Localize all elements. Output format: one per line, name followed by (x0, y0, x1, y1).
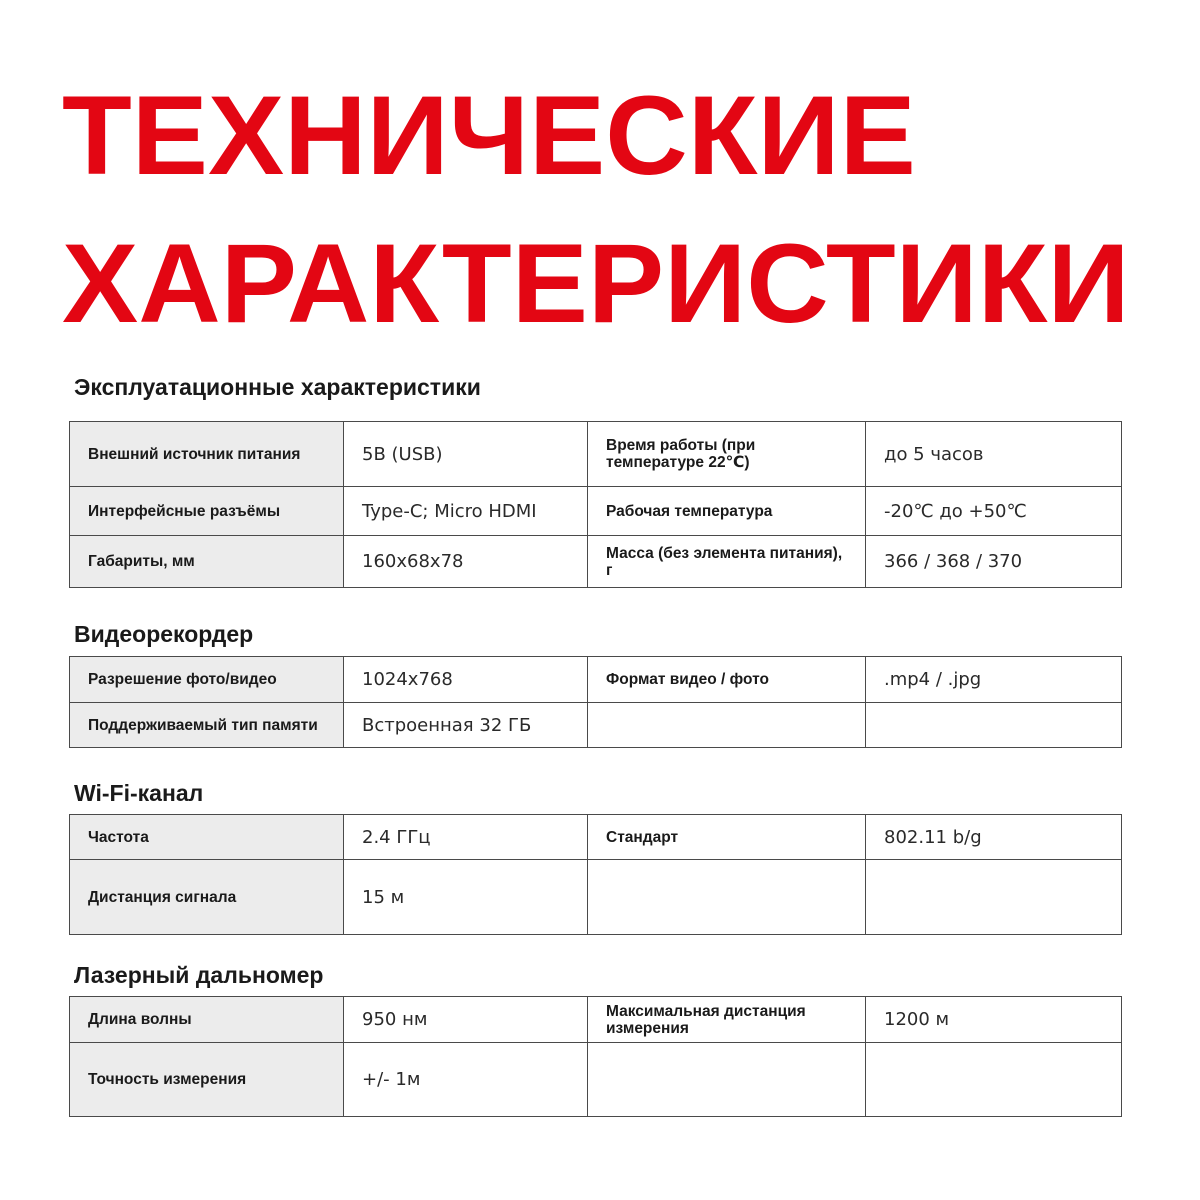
spec-label: Длина волны (70, 997, 344, 1043)
section-heading-wifi: Wi-Fi-канал (74, 780, 204, 806)
spec-label-empty (588, 703, 866, 748)
table-row (70, 536, 1122, 588)
spec-label: Формат видео / фото (588, 657, 866, 703)
spec-table-video-recorder (69, 656, 1122, 748)
spec-value: 1024x768 (344, 657, 588, 703)
spec-value: -20℃ до +50℃ (866, 487, 1122, 536)
spec-label: Внешний источник питания (70, 422, 344, 487)
spec-value: 5В (USB) (344, 422, 588, 487)
table-row (70, 860, 1122, 935)
spec-value: 366 / 368 / 370 (866, 536, 1122, 588)
spec-table-wifi (69, 814, 1122, 935)
page-title-line-2: ХАРАКТЕРИСТИКИ (62, 221, 1130, 346)
spec-table-operational (69, 421, 1122, 588)
spec-value: .mp4 / .jpg (866, 657, 1122, 703)
spec-value: 950 нм (344, 997, 588, 1043)
spec-value: Встроенная 32 ГБ (344, 703, 588, 748)
spec-value: +/- 1м (344, 1043, 588, 1117)
spec-label: Интерфейсные разъёмы (70, 487, 344, 536)
spec-label: Стандарт (588, 815, 866, 860)
spec-label: Точность измерения (70, 1043, 344, 1117)
table-row (70, 487, 1122, 536)
spec-label: Максимальная дистанция измерения (588, 997, 866, 1043)
spec-value-empty (866, 703, 1122, 748)
spec-label: Разрешение фото/видео (70, 657, 344, 703)
spec-value: Type-C; Micro HDMI (344, 487, 588, 536)
section-heading-video-recorder: Видеорекордер (74, 621, 254, 647)
spec-label-empty (588, 860, 866, 935)
table-row (70, 703, 1122, 748)
spec-label: Рабочая температура (588, 487, 866, 536)
table-row (70, 422, 1122, 487)
page-title-line-1: ТЕХНИЧЕСКИЕ (62, 73, 916, 198)
spec-value: 1200 м (866, 997, 1122, 1043)
spec-label: Поддерживаемый тип памяти (70, 703, 344, 748)
spec-label-empty (588, 1043, 866, 1117)
spec-value: 15 м (344, 860, 588, 935)
table-row (70, 1043, 1122, 1117)
table-row (70, 815, 1122, 860)
spec-value-empty (866, 1043, 1122, 1117)
spec-value: 2.4 ГГц (344, 815, 588, 860)
spec-label: Время работы (при температуре 22℃) (588, 422, 866, 487)
spec-value: 160x68x78 (344, 536, 588, 588)
section-heading-operational: Эксплуатационные характеристики (74, 374, 481, 400)
section-heading-laser-rangefinder: Лазерный дальномер (74, 962, 324, 988)
table-row (70, 657, 1122, 703)
spec-label: Габариты, мм (70, 536, 344, 588)
spec-value: до 5 часов (866, 422, 1122, 487)
spec-label: Частота (70, 815, 344, 860)
spec-table-laser-rangefinder (69, 996, 1122, 1117)
spec-label: Дистанция сигнала (70, 860, 344, 935)
table-row (70, 997, 1122, 1043)
spec-label: Масса (без элемента питания), г (588, 536, 866, 588)
spec-value: 802.11 b/g (866, 815, 1122, 860)
spec-value-empty (866, 860, 1122, 935)
page-title (62, 62, 1130, 358)
